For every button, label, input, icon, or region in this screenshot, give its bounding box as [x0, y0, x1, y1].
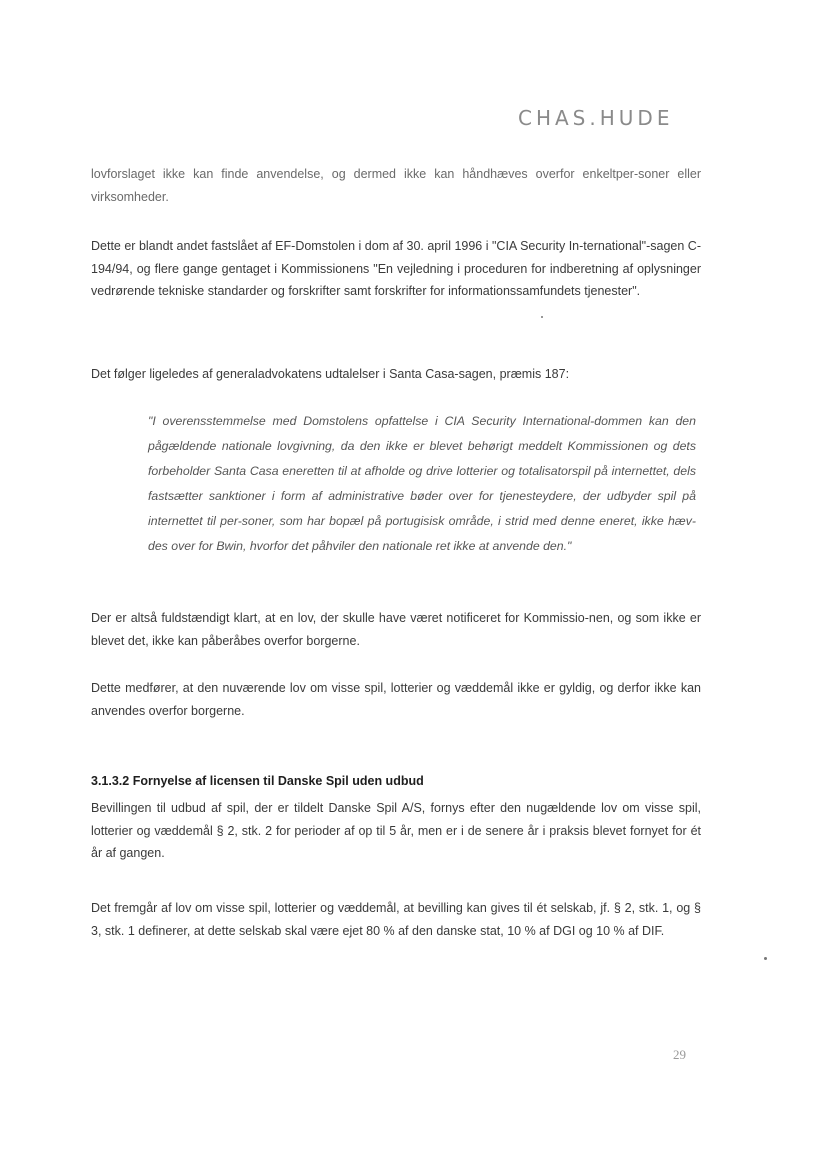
- paragraph-santa-casa: Det følger ligeledes af generaladvokatens udtalelser i Santa Casa-sagen, præmis 187:: [91, 367, 570, 381]
- paragraph-ownership: Det fremgår af lov om visse spil, lotterier og væddemål, at bevilling kan gives til ét selskab, jf. § 2, stk. 1, og § 3, stk. 1 definerer, at dette selskab skal være ejet 80 % af den danske stat, 10 % af DGI og 10 % af DIF.: [91, 901, 701, 938]
- paragraph-continuation: lovforslaget ikke kan finde anvendelse, og dermed ikke kan håndhæves overfor enkeltper-soner eller virksomheder.: [91, 167, 701, 204]
- scan-speck: [764, 957, 767, 960]
- company-logo: CHAS.HUDE: [518, 106, 674, 130]
- section-heading: 3.1.3.2 Fornyelse af licensen til Danske Spil uden udbud: [91, 774, 424, 788]
- paragraph-license-renewal: Bevillingen til udbud af spil, der er tildelt Danske Spil A/S, fornys efter den nugældende lov om visse spil, lotterier og væddemål § 2, stk. 2 for perioder af op til 5 år, men er i de senere år i praksis blevet fornyet for ét år af gangen.: [91, 801, 701, 861]
- scan-speck: [541, 316, 543, 318]
- paragraph-consequence: Dette medfører, at den nuværende lov om visse spil, lotterier og væddemål ikke er gyldig, og derfor ikke kan anvendes overfor borgerne.: [91, 681, 701, 718]
- page-number: 29: [673, 1047, 686, 1062]
- paragraph-cia-security: Dette er blandt andet fastslået af EF-Domstolen i dom af 30. april 1996 i "CIA Security In-ternational"-sagen C-194/94, og flere gange gentaget i Kommissionens "En vejledning i proceduren for indberetning af oplysninger vedrørende tekniske standarder og forskrifter samt forskrifter for informationssamfundets tjenester".: [91, 239, 701, 299]
- paragraph-notification: Der er altså fuldstændigt klart, at en lov, der skulle have været notificeret for Kommissio-nen, og som ikke er blevet det, ikke kan påberåbes overfor borgerne.: [91, 611, 701, 648]
- block-quote: "I overensstemmelse med Domstolens opfattelse i CIA Security International-dommen kan den pågældende nationale lovgivning, da den ikke er blevet behørigt meddelt Kommissionen og dets forbeholder Santa Casa eneretten til at afholde og drive lotterier og totalisatorspil på internettet, dels fastsætter sanktioner i form af administrative bøder over for tjenesteydere, der udbyder spil på internettet til per-soner, som har bopæl på portugisisk område, i strid med denne eneret, ikke hæv-des over for Bwin, hvorfor det påhviler den nationale ret ikke at anvende den.": [148, 414, 696, 553]
